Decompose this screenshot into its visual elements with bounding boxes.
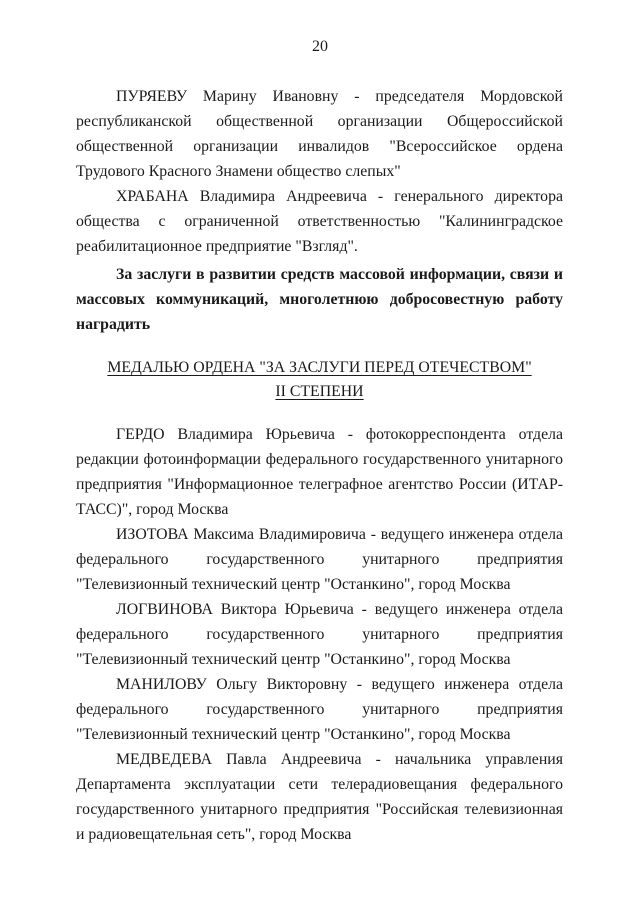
- award-entry-izotov: ИЗОТОВА Максима Владимировича - ведущего инженера отдела федерального государственного унитарного предприятия "Телевизионный технический центр "Останкино", город Москва: [76, 526, 563, 593]
- page-number: 20: [312, 38, 328, 55]
- award-heading-line-1: МЕДАЛЬЮ ОРДЕНА "ЗА ЗАСЛУГИ ПЕРЕД ОТЕЧЕСТВОМ": [107, 359, 532, 376]
- award-entry-gerdo: ГЕРДО Владимира Юрьевича - фотокорреспондента отдела редакции фотоинформации федерального государственного унитарного предприятия "Информационное телеграфное агентство России (ИТАР-ТАСС)", город Москва: [76, 426, 563, 518]
- award-entry-medvedev: МЕДВЕДЕВА Павла Андреевича - начальника управления Департамента эксплуатации сети телерадиовещания федерального государственного унитарного предприятия "Российская телевизионная и радиовещательная сеть", город Москва: [76, 751, 563, 843]
- award-entry-logvinov: ЛОГВИНОВА Виктора Юрьевича - ведущего инженера отдела федерального государственного унитарного предприятия "Телевизионный технический центр "Останкино", город Москва: [76, 601, 563, 668]
- award-heading: [76, 356, 563, 404]
- award-heading-line-2: II СТЕПЕНИ: [275, 383, 364, 400]
- award-entry-manilova: МАНИЛОВУ Ольгу Викторовну - ведущего инженера отдела федерального государственного унитарного предприятия "Телевизионный технический центр "Останкино", город Москва: [76, 676, 563, 743]
- award-statement-block: [76, 262, 563, 337]
- award-list-block-2: [76, 422, 563, 847]
- award-entry-puryaeva: ПУРЯЕВУ Марину Ивановну - председателя Мордовской республиканской общественной организации Общероссийской общественной организации инвалидов "Всероссийское ордена Трудового Красного Знамени общество слепых": [76, 88, 563, 180]
- award-entry-khraban: ХРАБАНА Владимира Андреевича - генерального директора общества с ограниченной ответственностью "Калининградское реабилитационное предприятие "Взгляд".: [76, 188, 563, 255]
- award-list-block-1: [76, 84, 563, 259]
- award-statement: За заслуги в развитии средств массовой информации, связи и массовых коммуникаций, многолетнюю добросовестную работу наградить: [76, 266, 563, 333]
